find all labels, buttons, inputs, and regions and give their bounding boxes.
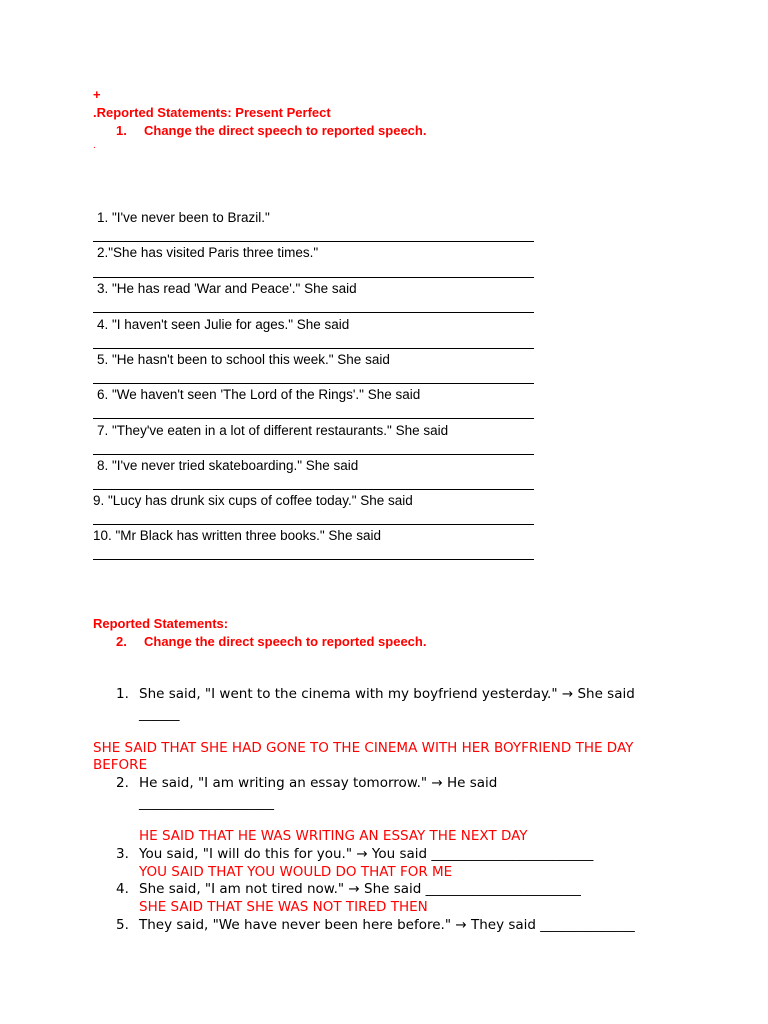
exercise-1-item-9: 9. "Lucy has drunk six cups of coffee today." She said: [93, 493, 413, 508]
exercise-1-item-6: 6. "We haven't seen 'The Lord of the Rings'." She said: [97, 387, 421, 402]
answer-4: SHE SAID THAT SHE WAS NOT TIRED THEN: [139, 899, 428, 915]
answer-line: [93, 454, 534, 455]
section-2-title: Reported Statements:: [93, 616, 229, 631]
exercise-1-item-2: 2."She has visited Paris three times.": [97, 245, 319, 260]
exercise-1-item-4: 4. "I haven't seen Julie for ages." She said: [97, 317, 350, 332]
exercise-1-item-1: 1. "I've never been to Brazil.": [97, 210, 270, 225]
instruction-2-number: 2.: [116, 634, 127, 649]
answer-1-line-1: SHE SAID THAT SHE HAD GONE TO THE CINEMA WITH HER BOYFRIEND THE DAY: [93, 740, 634, 756]
answer-line: [93, 524, 534, 525]
question-2-number: 2.: [116, 775, 129, 791]
question-3-number: 3.: [116, 846, 129, 862]
question-2-blank: ____________________: [139, 795, 274, 811]
worksheet-title: .Reported Statements: Present Perfect: [93, 105, 331, 120]
instruction-2: Change the direct speech to reported speech.: [144, 634, 427, 649]
answer-2: HE SAID THAT HE WAS WRITING AN ESSAY THE NEXT DAY: [139, 828, 528, 844]
question-4: She said, "I am not tired now." → She said _______________________: [139, 881, 581, 897]
answer-line: [93, 489, 534, 490]
plus-mark: +: [93, 87, 101, 102]
answer-line: [93, 559, 534, 560]
question-5: They said, "We have never been here before." → They said ______________: [139, 917, 635, 933]
answer-line: [93, 277, 534, 278]
question-1-number: 1.: [116, 686, 129, 702]
question-2: He said, "I am writing an essay tomorrow." → He said: [139, 775, 498, 791]
dot-mark: .: [93, 140, 96, 151]
answer-line: [93, 418, 534, 419]
question-1: She said, "I went to the cinema with my boyfriend yesterday." → She said: [139, 686, 635, 702]
instruction-1-number: 1.: [116, 123, 127, 138]
question-3: You said, "I will do this for you." → You said ________________________: [139, 846, 594, 862]
question-1-blank: ______: [139, 706, 180, 722]
answer-1-line-2: BEFORE: [93, 757, 148, 773]
answer-line: [93, 312, 534, 313]
exercise-1-item-3: 3. "He has read 'War and Peace'." She said: [97, 281, 357, 296]
exercise-1-item-5: 5. "He hasn't been to school this week." She said: [97, 352, 390, 367]
question-5-number: 5.: [116, 917, 129, 933]
exercise-1-item-8: 8. "I've never tried skateboarding." She said: [97, 458, 359, 473]
exercise-1-item-10: 10. "Mr Black has written three books." She said: [93, 528, 381, 543]
instruction-1: Change the direct speech to reported speech.: [144, 123, 427, 138]
answer-line: [93, 348, 534, 349]
answer-3: YOU SAID THAT YOU WOULD DO THAT FOR ME: [139, 864, 453, 880]
question-4-number: 4.: [116, 881, 129, 897]
answer-line: [93, 383, 534, 384]
exercise-1-item-7: 7. "They've eaten in a lot of different restaurants." She said: [97, 423, 449, 438]
answer-line: [93, 241, 534, 242]
